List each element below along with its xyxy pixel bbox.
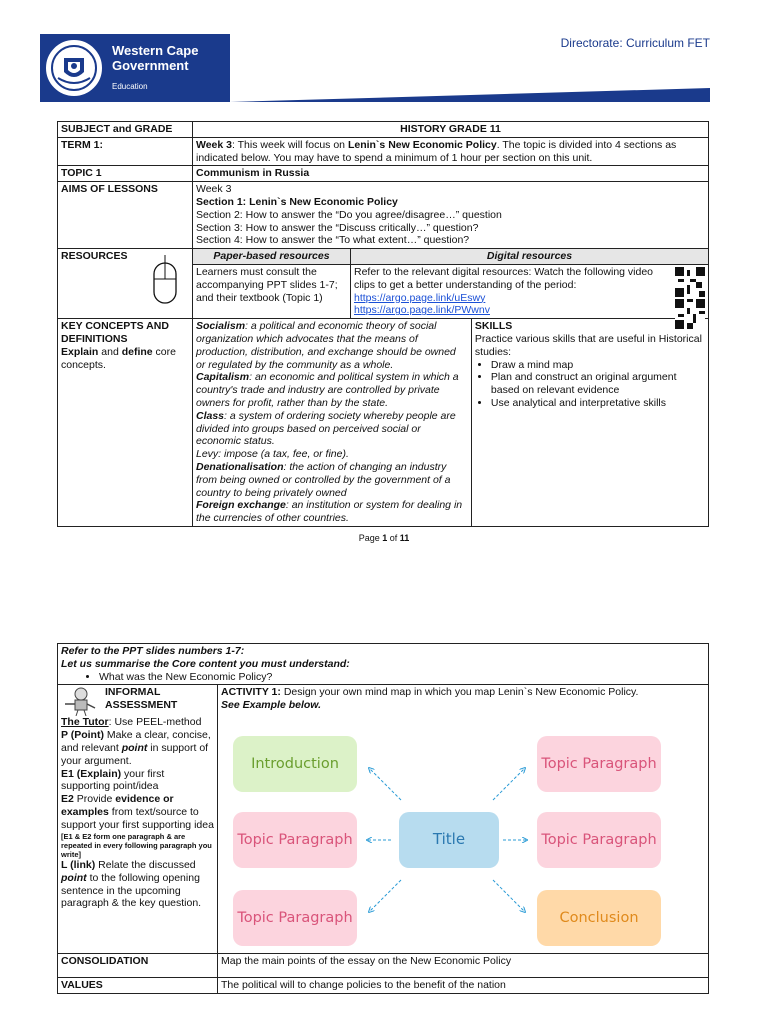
qr-code-icon[interactable] — [675, 267, 705, 297]
table-row — [58, 249, 709, 265]
topic-value: Communism in Russia — [193, 166, 709, 182]
aims-label: AIMS OF LESSONS — [58, 182, 193, 249]
list-item: • Plan and construct an original argument based on relevant evidence — [491, 371, 705, 397]
peel-method-cell: INFORMAL ASSESSMENT The Tutor: Use PEEL-method P (Point) Make a clear, concise, and relevant point in support of your argument. E1 (Explain) your first supporting point/idea E2 Provide evidence or examples from text/source to support your first supporting idea [E1 & E2 form one paragraph & are repeated in every following paragraph you write] L (link) Relate the discussed point to the following opening sentence in the upcoming paragraph & the key question. — [58, 685, 218, 954]
video-link-1[interactable]: https://argo.page.link/uEswy — [354, 291, 486, 304]
subject-value: HISTORY GRADE 11 — [193, 122, 709, 138]
values-label: VALUES — [58, 977, 218, 993]
aims-list: Week 3 Section 1: Lenin`s New Economic Policy Section 2: How to answer the “Do you agree/disagree…” question Section 3: How to answer the “Discuss critically…” question? Section 4: How to answer the “To what extent…” question? — [193, 182, 709, 249]
paper-resources-text: Learners must consult the accompanying PPT slides 1-7; and their textbook (Topic 1) — [193, 264, 351, 318]
table-row — [58, 166, 709, 182]
table-row — [58, 137, 709, 166]
mind-map-topic-paragraph: Topic Paragraph — [233, 812, 357, 868]
consolidation-text: Map the main points of the essay on the New Economic Policy — [218, 953, 709, 977]
mind-map-topic-paragraph: Topic Paragraph — [537, 812, 661, 868]
table-row — [58, 644, 709, 685]
directorate-label: Directorate: Curriculum FET — [560, 36, 710, 50]
table-row — [58, 685, 709, 954]
subject-label: SUBJECT and GRADE — [58, 122, 193, 138]
header-banner-bar — [230, 88, 710, 102]
activity-table — [57, 643, 709, 994]
table-row — [58, 319, 709, 527]
table-row — [58, 977, 709, 993]
wcg-logo — [40, 34, 230, 102]
org-name-line1: Western Cape — [112, 43, 199, 59]
skills-cell: SKILLS Practice various skills that are useful in Historical studies: • Draw a mind map • Plan and construct an original argument based on relevant evidence • Use analytical and interpretative skills — [471, 319, 708, 527]
page-number: Page 1 of 11 — [358, 533, 410, 543]
computer-mouse-icon — [151, 255, 179, 305]
coat-of-arms-icon — [46, 40, 102, 96]
definitions-list: Socialism: a political and economic theory of social organization which advocates that the means of production, distribution, and exchange should be owned or regulated by the community as a whole. Capitalism: an economic and political system in which a country's trade and industry are controlled by private owners for profit, rather than by the state. Class: a system of ordering society whereby people are divided into groups based on perceived social or economic status. Levy: impose (a tax, fee, or fine). Denationalisation: the action of changing an industry from being owned or controlled by the government of a country to being privately owned Foreign exchange: an institution or system for dealing in the currencies of other countries. — [193, 319, 472, 527]
mind-map-introduction: Introduction — [233, 736, 357, 792]
mind-map-conclusion: Conclusion — [537, 890, 661, 946]
table-row — [58, 122, 709, 138]
qr-code-icon[interactable] — [675, 299, 705, 329]
lesson-plan-table — [57, 121, 709, 527]
list-item: • Draw a mind map — [491, 359, 705, 372]
term-label: TERM 1: — [58, 137, 193, 166]
mind-map-title: Title — [399, 812, 499, 868]
paper-resources-header: Paper-based resources — [193, 249, 351, 265]
core-content-intro: Refer to the PPT slides numbers 1-7: Let us summarise the Core content you must understand: • What was the New Economic Policy? — [58, 644, 709, 685]
skills-list — [475, 359, 705, 410]
values-text: The political will to change policies to the benefit of the nation — [218, 977, 709, 993]
digital-resources-header: Digital resources — [351, 249, 709, 265]
org-name-line2: Government — [112, 57, 189, 73]
video-link-2[interactable]: https://argo.page.link/PWwnv — [354, 304, 490, 317]
table-row — [58, 182, 709, 249]
consolidation-label: CONSOLIDATION — [58, 953, 218, 977]
topic-label: TOPIC 1 — [58, 166, 193, 182]
org-department: Education — [112, 81, 148, 91]
list-item: • What was the New Economic Policy? — [99, 671, 705, 684]
activity-cell: ACTIVITY 1: Design your own mind map in which you map Lenin`s New Economic Policy. See Example below. Introduction Topic Paragraph Topic Paragraph Title Topic Paragraph Topic Paragraph Conclusion — [218, 685, 709, 954]
table-row — [58, 953, 709, 977]
term-description: Week 3: This week will focus on Lenin`s New Economic Policy. The topic is divided into 4 sections as indicated below. You may have to spend a minimum of 1 hour per section on this unit. — [193, 137, 709, 166]
mind-map-topic-paragraph: Topic Paragraph — [233, 890, 357, 946]
tutor-figure-icon — [61, 686, 99, 716]
resources-label: RESOURCES — [58, 249, 193, 319]
list-item: • Use analytical and interpretative skills — [491, 397, 705, 410]
key-concepts-label: KEY CONCEPTS AND DEFINITIONS Explain and define core concepts. — [58, 319, 193, 527]
digital-resources-cell: Refer to the relevant digital resources: Watch the following video clips to get a better understanding of the period: https://argo.page.link/uEswy https://argo.page.link/PWwnv — [351, 264, 709, 318]
mind-map-example — [221, 720, 673, 952]
mind-map-topic-paragraph: Topic Paragraph — [537, 736, 661, 792]
